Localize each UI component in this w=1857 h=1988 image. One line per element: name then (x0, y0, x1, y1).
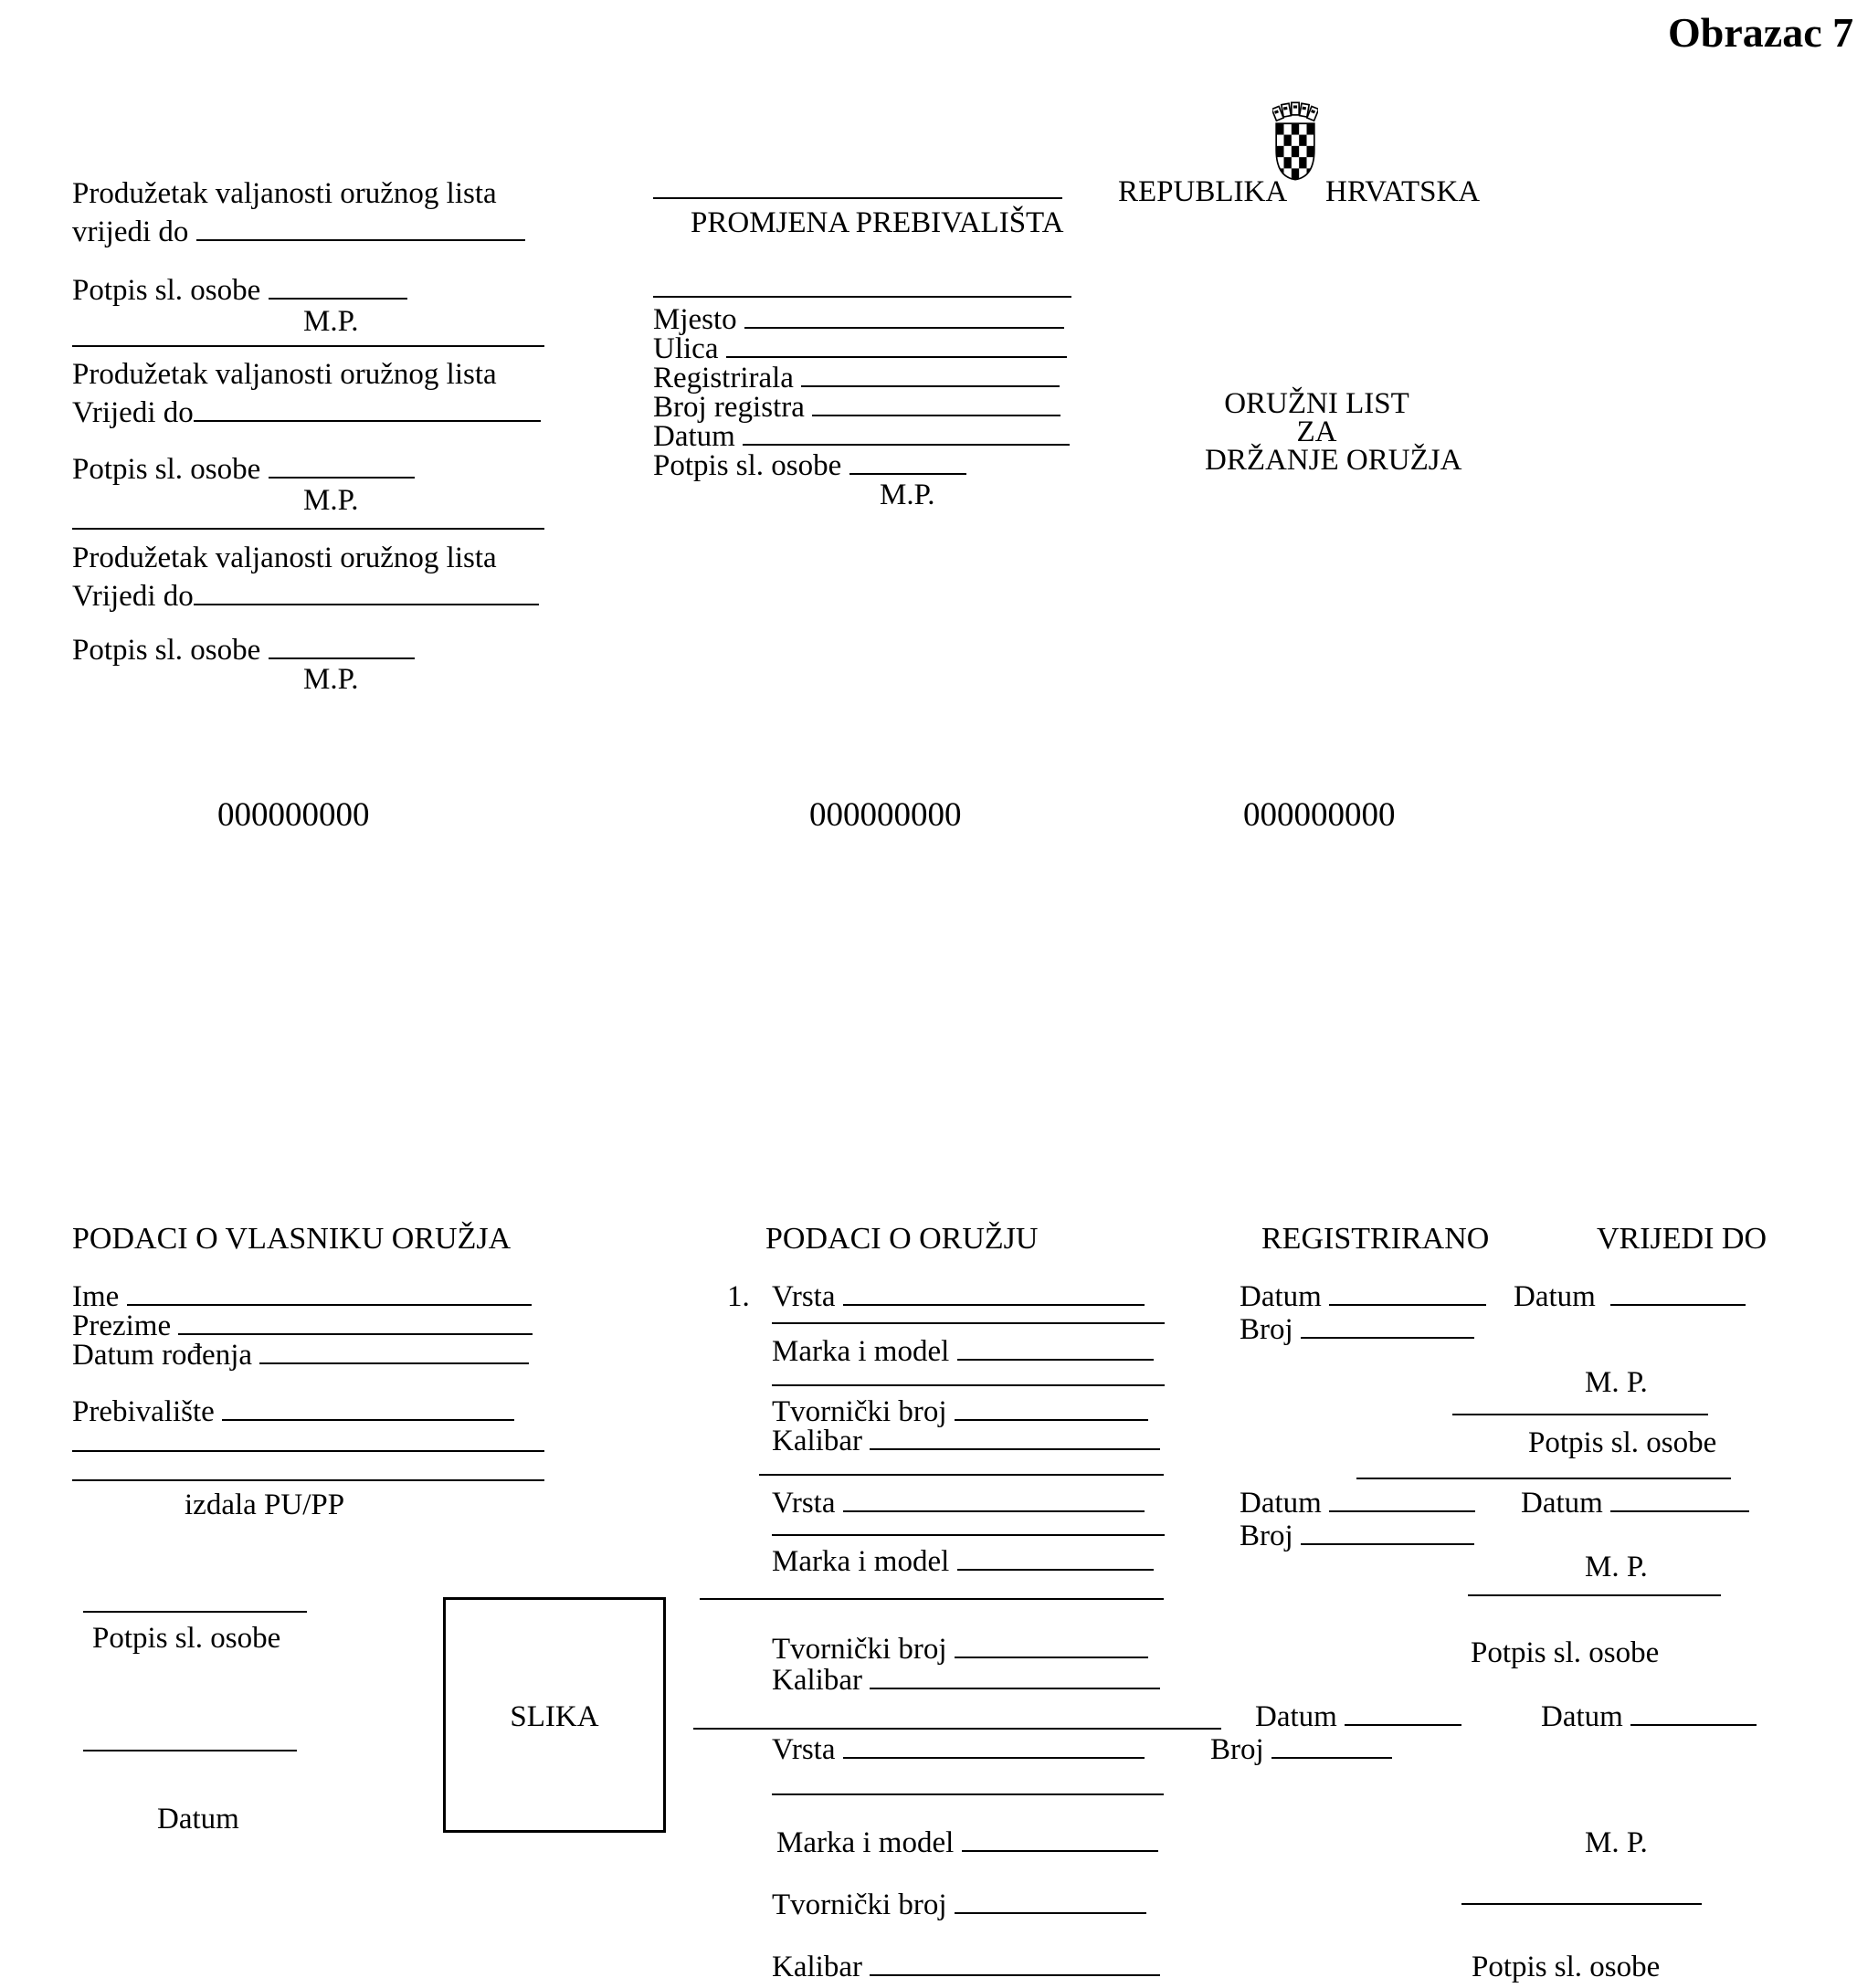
valid-3-datum-line (1630, 1722, 1757, 1726)
owner-datum-rodjenja-line (259, 1361, 529, 1364)
reg-3-broj-row (1210, 1733, 1392, 1768)
reg-2-separator-line (1356, 1478, 1731, 1479)
reg-2-broj-label: Broj (1240, 1520, 1293, 1552)
weapon-1-kalibar-row (772, 1425, 1160, 1459)
valid-2-sign-line (1468, 1594, 1721, 1596)
renewal-1-sign-label: Potpis sl. osobe (72, 274, 261, 307)
state-name-right: HRVATSKA (1325, 175, 1481, 208)
renewal-1-valid-row (72, 216, 525, 250)
residence-broj-registra-line (812, 413, 1060, 416)
residence-title-line (653, 197, 1062, 199)
renewal-1-valid-label: vrijedi do (72, 216, 189, 248)
valid-3-seal-mark: M. P. (1585, 1826, 1648, 1859)
valid-3-datum-row (1541, 1700, 1757, 1735)
weapon-1-vrsta-row (772, 1280, 1145, 1315)
weapon-1-marka-label: Marka i model (772, 1335, 950, 1368)
owner-prebivaliste-line (222, 1417, 514, 1421)
weapon-2-tvornicki-row (772, 1633, 1148, 1667)
reg-3-broj-line (1271, 1755, 1392, 1759)
reg-2-broj-row (1240, 1520, 1474, 1554)
weapon-3-separator-line (693, 1728, 1221, 1730)
weapon-2-vrsta-line (843, 1509, 1145, 1512)
valid-1-datum-line (1610, 1302, 1746, 1306)
renewal-2-valid-row (72, 396, 541, 431)
renewal-1-sign-line (269, 296, 407, 300)
weapon-2-kalibar-line (870, 1686, 1160, 1689)
valid-2-seal-mark: M. P. (1585, 1551, 1648, 1583)
weapon-1-tvornicki-label: Tvornički broj (772, 1395, 947, 1428)
valid-3-sign-label: Potpis sl. osobe (1472, 1951, 1661, 1983)
residence-broj-registra-label: Broj registra (653, 391, 805, 424)
weapon-2-vrsta-label: Vrsta (772, 1487, 836, 1520)
weapon-3-kalibar-label: Kalibar (772, 1951, 862, 1983)
weapon-item-number: 1. (727, 1280, 750, 1313)
owner-prebivaliste-row (72, 1395, 514, 1430)
weapon-3-vrsta-line (843, 1755, 1145, 1759)
owner-extra-line-1 (72, 1450, 544, 1452)
weapon-1-vrsta-cont-line (772, 1322, 1165, 1324)
reg-3-datum-label: Datum (1255, 1700, 1337, 1733)
renewal-2-valid-line (194, 418, 541, 422)
weapon-2-marka-row (772, 1545, 1154, 1580)
reg-2-datum-row (1240, 1487, 1475, 1521)
croatian-coat-of-arms-icon (1272, 100, 1318, 181)
valid-2-datum-row (1521, 1487, 1749, 1521)
weapon-3-marka-row (776, 1826, 1158, 1861)
registration-header: REGISTRIRANO (1261, 1222, 1490, 1256)
renewal-2-sign-row (72, 453, 415, 488)
weapon-3-vrsta-row (772, 1733, 1145, 1768)
residence-registrirala-label: Registrirala (653, 362, 794, 394)
renewal-3-valid-line (194, 602, 539, 605)
owner-datum-rodjenja-label: Datum rođenja (72, 1339, 253, 1372)
valid-1-sign-label: Potpis sl. osobe (1528, 1426, 1717, 1459)
weapon-3-vrsta-cont-line (772, 1793, 1164, 1795)
weapon-1-marka-row (772, 1335, 1154, 1370)
owner-datum-rodjenja-row (72, 1339, 529, 1373)
residence-registrirala-line (801, 384, 1060, 387)
weapon-3-marka-line (962, 1848, 1158, 1852)
reg-2-datum-line (1329, 1509, 1475, 1512)
residence-sign-line (849, 471, 966, 475)
owner-sign-line (83, 1611, 307, 1613)
weapon-2-tvornicki-line (955, 1655, 1148, 1658)
renewal-3-sign-line (269, 656, 415, 659)
weapon-2-kalibar-label: Kalibar (772, 1664, 862, 1697)
reg-1-broj-label: Broj (1240, 1313, 1293, 1346)
owner-sign-label: Potpis sl. osobe (92, 1622, 281, 1655)
weapon-2-separator-line (759, 1474, 1164, 1476)
weapon-1-kalibar-label: Kalibar (772, 1425, 862, 1457)
residence-title: PROMJENA PREBIVALIŠTA (691, 206, 1064, 239)
owner-issued-by-label: izdala PU/PP (185, 1488, 345, 1521)
owner-ime-line (127, 1302, 532, 1306)
owner-prezime-label: Prezime (72, 1310, 172, 1342)
weapon-3-tvornicki-line (955, 1910, 1146, 1914)
owner-section-title: PODACI O VLASNIKU ORUŽJA (72, 1222, 512, 1256)
weapon-2-vrsta-cont-line (772, 1534, 1165, 1536)
valid-2-datum-label: Datum (1521, 1487, 1603, 1520)
reg-3-datum-line (1345, 1722, 1461, 1726)
residence-datum-line (743, 442, 1070, 446)
valid-until-header: VRIJEDI DO (1597, 1222, 1767, 1256)
form-code: Obrazac 7 (1668, 9, 1854, 56)
reg-3-broj-label: Broj (1210, 1733, 1264, 1766)
reg-1-broj-row (1240, 1313, 1474, 1348)
weapon-1-marka-line (957, 1357, 1154, 1361)
residence-ulica-line (726, 354, 1067, 358)
residence-datum-label: Datum (653, 420, 735, 453)
reg-2-datum-label: Datum (1240, 1487, 1322, 1520)
residence-seal-mark: M.P. (880, 479, 935, 511)
weapon-3-marka-label: Marka i model (776, 1826, 955, 1859)
weapon-section-title: PODACI O ORUŽJU (765, 1222, 1039, 1256)
reg-1-datum-label: Datum (1240, 1280, 1322, 1313)
renewal-2-sign-line (269, 475, 415, 479)
renewal-2-sign-label: Potpis sl. osobe (72, 453, 261, 486)
serial-number-3: 000000000 (1243, 796, 1396, 834)
photo-box-label: SLIKA (510, 1700, 599, 1733)
weapon-2-vrsta-row (772, 1487, 1145, 1521)
state-name-left: REPUBLIKA (1118, 175, 1288, 208)
reg-3-datum-row (1255, 1700, 1461, 1735)
valid-3-datum-label: Datum (1541, 1700, 1623, 1733)
weapon-1-vrsta-label: Vrsta (772, 1280, 836, 1313)
weapon-2-marka-label: Marka i model (772, 1545, 950, 1578)
residence-mjesto-line (744, 325, 1064, 329)
weapon-1-tvornicki-line (955, 1417, 1148, 1421)
weapon-1-kalibar-line (870, 1446, 1160, 1450)
residence-sign-label: Potpis sl. osobe (653, 449, 842, 482)
renewal-1-sign-row (72, 274, 407, 309)
weapon-3-vrsta-label: Vrsta (772, 1733, 836, 1766)
renewal-separator-line-2 (72, 528, 544, 530)
permit-title-line-3: DRŽANJE ORUŽJA (1205, 444, 1462, 477)
photo-box (443, 1597, 666, 1833)
renewal-separator-line-1 (72, 345, 544, 347)
serial-number-2: 000000000 (809, 796, 962, 834)
owner-date-label: Datum (157, 1803, 239, 1835)
renewal-3-valid-label: Vrijedi do (72, 580, 194, 613)
weapon-2-marka-line (957, 1567, 1154, 1571)
owner-prezime-line (178, 1331, 533, 1335)
serial-number-1: 000000000 (217, 796, 370, 834)
renewal-2-seal-mark: M.P. (303, 484, 359, 517)
owner-ime-label: Ime (72, 1280, 120, 1313)
weapon-3-tvornicki-row (772, 1888, 1146, 1923)
permit-title-line-1: ORUŽNI LIST (1224, 387, 1409, 420)
renewal-2-valid-label: Vrijedi do (72, 396, 194, 429)
valid-1-datum-label: Datum (1514, 1280, 1596, 1313)
weapon-3-kalibar-line (870, 1972, 1160, 1976)
reg-2-broj-line (1301, 1541, 1474, 1545)
weapon-2-tvornicki-label: Tvornički broj (772, 1633, 947, 1666)
renewal-1-valid-line (196, 237, 525, 241)
reg-1-datum-row (1240, 1280, 1486, 1315)
valid-2-datum-line (1610, 1509, 1749, 1512)
renewal-3-sign-label: Potpis sl. osobe (72, 634, 261, 667)
valid-1-seal-mark: M. P. (1585, 1366, 1648, 1399)
residence-ulica-label: Ulica (653, 332, 719, 365)
renewal-3-title: Produžetak valjanosti oružnog lista (72, 542, 497, 574)
reg-1-datum-line (1329, 1302, 1486, 1306)
valid-1-datum-row (1514, 1280, 1746, 1315)
valid-2-sign-label: Potpis sl. osobe (1471, 1636, 1660, 1669)
owner-prebivaliste-label: Prebivalište (72, 1395, 215, 1428)
valid-1-sign-line (1452, 1414, 1708, 1415)
residence-mjesto-label: Mjesto (653, 303, 737, 336)
permit-title-line-2: ZA (1296, 415, 1337, 448)
weapon-3-tvornicki-label: Tvornički broj (772, 1888, 947, 1921)
weapon-2-marka-cont-line (700, 1598, 1164, 1600)
renewal-1-title: Produžetak valjanosti oružnog lista (72, 177, 497, 210)
owner-extra-line-2 (72, 1479, 544, 1481)
renewal-2-title: Produžetak valjanosti oružnog lista (72, 358, 497, 391)
renewal-1-seal-mark: M.P. (303, 305, 359, 338)
weapon-2-kalibar-row (772, 1664, 1160, 1699)
valid-3-sign-line (1461, 1903, 1702, 1905)
reg-1-broj-line (1301, 1335, 1474, 1339)
renewal-3-valid-row (72, 580, 539, 615)
residence-top-line (653, 296, 1071, 298)
renewal-3-sign-row (72, 634, 415, 668)
owner-date-line (83, 1750, 297, 1751)
renewal-3-seal-mark: M.P. (303, 663, 359, 696)
weapon-1-vrsta-line (843, 1302, 1145, 1306)
weapon-1-marka-cont-line (772, 1384, 1165, 1386)
weapon-3-kalibar-row (772, 1951, 1160, 1985)
